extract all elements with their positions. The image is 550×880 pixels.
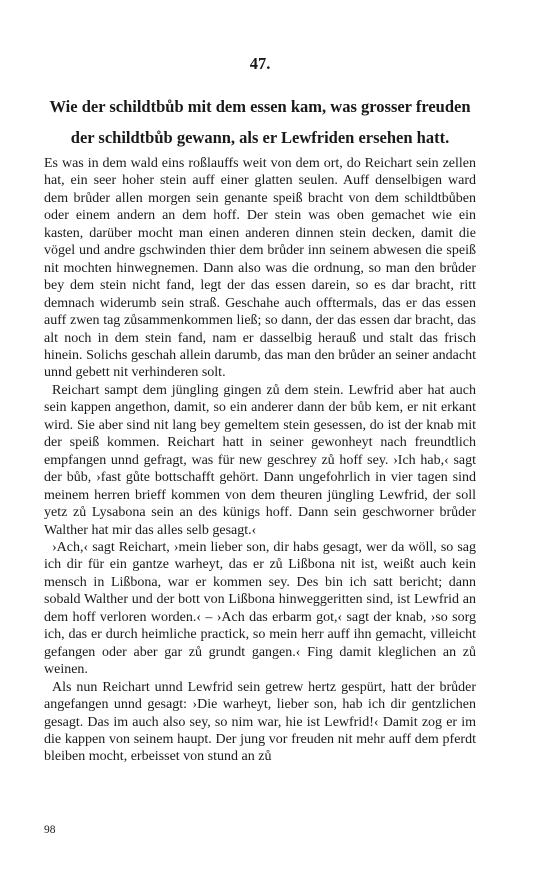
chapter-body: [44, 155, 476, 766]
page-number: 98: [44, 824, 56, 836]
chapter-title: Wie der schildtbůb mit dem essen kam, was grosser freuden der schildtbůb gewann, als er Lewfriden ersehen hatt.: [49, 97, 471, 147]
paragraph: ›Ach,‹ sagt Reichart, ›mein lieber son, dir habs gesagt, wer da wöll, so sag ich dir für ein gantze warheyt, das er zů Lißbona nit ist, weißt auch kein mensch in Lißbona, war er kommen sey. Des bin ich satt bericht; dann sobald Walther und der bott von Lißbona hinweggeritten sind, ist Lewfrid an dem hoff verloren worden.‹ – ›Ach das erbarm got,‹ sagt der knab, ›so sorg ich, das er durch heimliche practick, so mein herr auff ihn gemacht, villeicht gefangen oder aber gar zů grundt gangen.‹ Fing damit kleglichen an zů weinen.: [44, 539, 476, 678]
book-page: [44, 54, 476, 766]
chapter-number: 47.: [249, 54, 271, 73]
paragraph: Als nun Reichart unnd Lewfrid sein getrew hertz gespürt, hatt der brůder angefangen unnd gesagt: ›Die warheyt, lieber son, hab ich dir gentzlichen gesagt. Das im auch also sey, so nim war, hie ist Lewfrid!‹ Damit zog er im die kappen von seinem haupt. Der jung vor freuden nit mehr auff dem pferdt bleiben mocht, erbeisset von stund an zů: [44, 679, 476, 765]
paragraph: Reichart sampt dem jüngling gingen zů dem stein. Lewfrid aber hat auch sein kappen angethon, damit, so ein anderer dann der bůb kem, er nit erkant wird. Sie aber sind nit lang bey gemeltem stein gesessen, do ist der knab mit der speiß kommen. Reichart hatt in seiner gewonheyt nach freundtlich empfangen unnd gefragt, was für new geschrey zů hoff sey. ›Ich hab,‹ sagt der bůb, ›fast gůte bottschafft gehört. Dann ungefohrlich in vier tagen sind meinem herren brieff kommen von dem theuren jüngling Lewfrid, der soll yetz zů Lysabona sein an des künigs hoff. Dann sein geschworner brůder Walther hat mir das alles selb gesagt.‹: [44, 382, 476, 538]
paragraph: Es was in dem wald eins roßlauffs weit von dem ort, do Reichart sein zellen hat, ein seer hoher stein auff einer glatten seulen. Auff denselbigen ward dem brůder allen morgen sein genante speiß bracht von dem schildtbůben oder einem andern an dem hoff. Der stein was oben gemachet wie ein kasten, darüber mocht man einen anderen dinnen stein decken, damit die vögel und andre gschwinden thier dem brůder inn seinem abwesen die speiß nit mochten hinwegnemen. Dann also was die ordnung, so man den brůder bey dem stein nicht fand, legt der das essen darein, so es dar bracht, ritt demnach widerumb sein straß. Geschahe auch offtermals, das er das essen auff zwen tag zůsammenkommen ließ; so dann, der das essen dar bracht, das alt noch in dem stein fand, nam er dasselbig herauß und stalt das frisch hinein. Solichs geschah allein darumb, das man den brůder an seiner andacht unnd gebett nit verhinderen solt.: [44, 156, 476, 381]
